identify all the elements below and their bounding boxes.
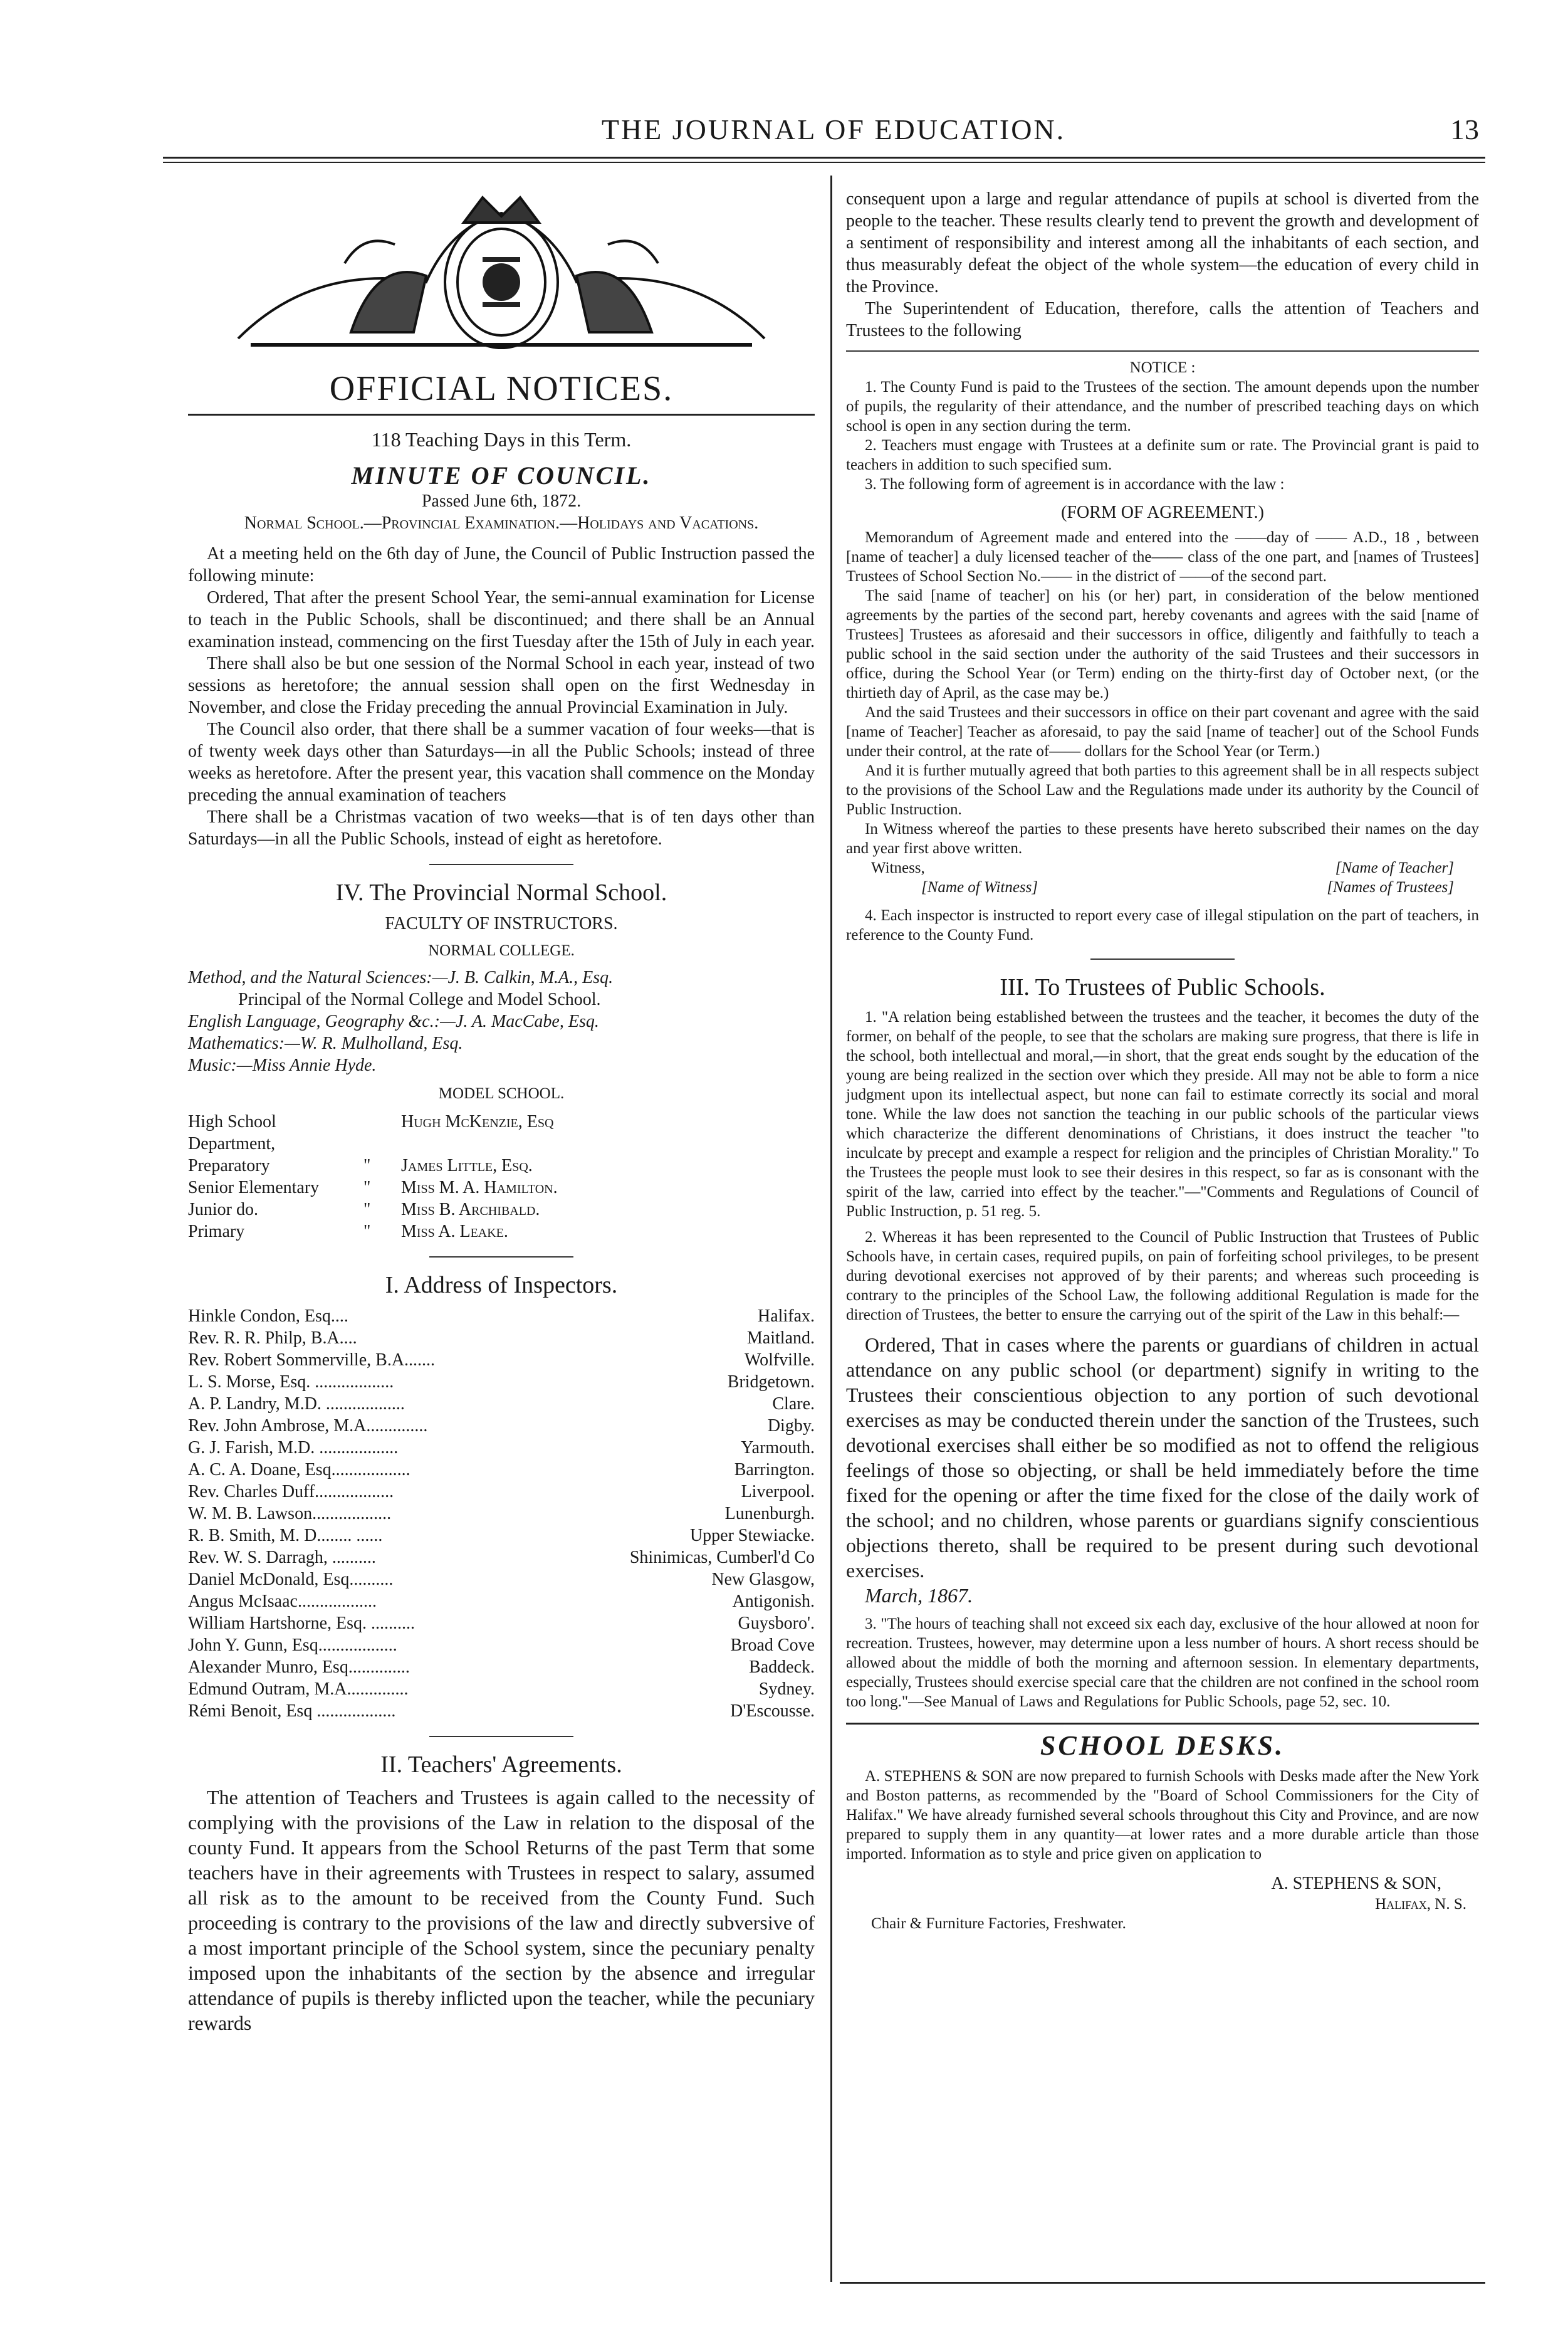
column-divider	[830, 176, 832, 2282]
notice-heading: NOTICE :	[1129, 359, 1196, 376]
teaching-days: 118 Teaching Days in this Term.	[371, 428, 632, 451]
form-paragraph: Memorandum of Agreement made and entered into the ——day of —— A.D., 18 , between [name of teacher] a duly licensed teacher of the—— class of the one part, and [names of Trustees] Trustees of School Section No.—— in the district of ——of the second part.	[846, 529, 1479, 585]
trustees-paragraph: 2. Whereas it has been represented to the Council of Public Instruction that Trustees of Public Schools have, in certain cases, required pupils, on pain of forfeiting school privileges, to be present during devotional exercises not approved of by their parents; and whereas such proceeding is contrary to the principles of the School Law, the following additional Regulation is made for the direction of Trustees, the better to ensure the carrying out of the spirit of the Law in this behalf:—	[846, 1229, 1479, 1323]
minute-passed-date: Passed June 6th, 1872.	[421, 491, 582, 511]
notice-rule	[846, 350, 1479, 352]
faculty-heading: FACULTY OF INSTRUCTORS.	[385, 914, 618, 933]
list-item: Rev. Charles Duff.................. Liverpool.	[188, 1482, 815, 1501]
agreements-heading: II. Teachers' Agreements.	[380, 1751, 622, 1778]
normal-college-heading: NORMAL COLLEGE.	[428, 942, 575, 959]
header-rule-thin	[163, 162, 1485, 163]
left-column	[188, 188, 815, 2035]
form-paragraph: The said [name of teacher] on his (or her) part, in consideration of the below mentioned agreements by the parties of the second part, hereby covenants and agrees with the said [name of Trustees] Trustees as aforesaid and their successors in office, diligently and faithfully to teach a public school in the said section under the authority of the said Trustees and their successors in office, during the School Year (or Term) ending on the thirty-first day of October next, (or the thirtieth day of April, as the case may be.)	[846, 587, 1479, 701]
staff-name: Miss A. Leake.	[401, 1222, 508, 1241]
page-number: 13	[1450, 113, 1479, 145]
crest-icon	[188, 188, 815, 357]
form-heading: (FORM OF AGREEMENT.)	[1061, 503, 1264, 522]
sig-witness: [Name of Witness]	[921, 879, 1038, 896]
desks-ad-text: A. STEPHENS & SON are now prepared to furnish Schools with Desks made after the New York and Boston patterns, as recommended by the "Board of School Commissioners for the City of Halifax." We have already furnished several schools throughout this City and Province, and are now prepared to supply them in any quantity—at lower rates and a more durable article than those imported. Information as to style and price given on application to	[846, 1768, 1479, 1862]
header-rule	[163, 157, 1485, 159]
staff-mark: "	[363, 1222, 371, 1241]
section-divider	[429, 864, 573, 865]
list-item: A. C. A. Doane, Esq.................. Barrington.	[188, 1460, 815, 1479]
minute-paragraph: There shall also be but one session of the Normal School in each year, instead of two sessions as heretofore; the annual session shall open on the first Wednesday in November, and close the Friday preceding the annual Provincial Examination in July.	[188, 654, 815, 717]
desks-footer: Chair & Furniture Factories, Freshwater.	[871, 1915, 1126, 1932]
official-notices-title: OFFICIAL NOTICES.	[188, 369, 815, 416]
right-column	[846, 188, 1479, 1933]
college-line: English Language, Geography &c.:—J. A. MacCabe, Esq.	[188, 1012, 599, 1031]
minute-title: MINUTE OF COUNCIL.	[351, 461, 652, 490]
minute-paragraph: The Council also order, that there shall be a summer vacation of four weeks—that is of twenty week days other than Saturdays—in all the Public Schools; instead of three weeks as heretofore. After the present year, this vacation shall commence on the Monday preceding the annual examination of teachers	[188, 720, 815, 805]
notice-item: 1. The County Fund is paid to the Trustees of the section. The amount depends upon the number of pupils, the regularity of their attendance, and the number of prescribed teaching days on which school is open in any section during the term.	[846, 379, 1479, 434]
staff-dept: Preparatory	[188, 1156, 270, 1175]
notice-item: 2. Teachers must engage with Trustees at a definite sum or rate. The Provincial grant is paid to teachers in addition to such specified sum.	[846, 437, 1479, 473]
desks-signature: A. STEPHENS & SON,	[1271, 1874, 1441, 1893]
list-item: Hinkle Condon, Esq.... Halifax.	[188, 1306, 815, 1326]
sig-trustees: [Names of Trustees]	[1327, 879, 1454, 896]
sig-teacher: [Name of Teacher]	[1335, 859, 1454, 876]
list-item: Rev. John Ambrose, M.A.............. Digby.	[188, 1416, 815, 1436]
minute-subject: Normal School.—Provincial Examination.—Holidays and Vacations.	[244, 513, 759, 533]
list-item: William Hartshorne, Esq. .......... Guysboro'.	[188, 1614, 815, 1633]
notice-item: 4. Each inspector is instructed to report every case of illegal stipulation on the part of teachers, in reference to the County Fund.	[846, 907, 1479, 943]
page-header	[188, 113, 1479, 150]
staff-row	[188, 1199, 815, 1221]
staff-mark: "	[363, 1200, 371, 1219]
staff-mark	[363, 1111, 401, 1155]
list-item: R. B. Smith, M. D........ ...... Upper Stewiacke.	[188, 1526, 815, 1545]
inspectors-list	[188, 1305, 815, 1722]
inspectors-heading: I. Address of Inspectors.	[385, 1272, 618, 1298]
notice-item: 3. The following form of agreement is in accordance with the law :	[865, 476, 1285, 493]
list-item: G. J. Farish, M.D. .................. Yarmouth.	[188, 1438, 815, 1457]
minute-paragraph: Ordered, That after the present School Year, the semi-annual examination for License to teach in the Public Schools, shall be discontinued; and there shall be an Annual examination instead, commencing on the first Tuesday after the 15th of July in each year.	[188, 588, 815, 651]
list-item: Daniel McDonald, Esq.......... New Glasgow,	[188, 1570, 815, 1589]
college-line: Principal of the Normal College and Model School.	[238, 990, 601, 1009]
staff-dept: Junior do.	[188, 1200, 258, 1219]
section-divider	[429, 1256, 573, 1258]
staff-dept: Primary	[188, 1222, 245, 1241]
staff-mark: "	[363, 1156, 371, 1175]
section-divider	[1090, 958, 1235, 960]
trustees-heading: III. To Trustees of Public Schools.	[1000, 974, 1325, 1000]
list-item: Alexander Munro, Esq.............. Baddeck.	[188, 1657, 815, 1677]
staff-name: James Little, Esq.	[401, 1156, 533, 1175]
list-item: Rev. W. S. Darragh, .......... Shinimicas, Cumberl'd Co	[188, 1548, 815, 1567]
staff-row	[188, 1221, 815, 1242]
staff-row	[188, 1155, 815, 1177]
list-item: Rémi Benoit, Esq .................. D'Escousse.	[188, 1701, 815, 1721]
list-item: W. M. B. Lawson.................. Lunenburgh.	[188, 1504, 815, 1523]
section-divider	[429, 1736, 573, 1737]
staff-row	[188, 1111, 815, 1155]
list-item: Rev. R. R. Philp, B.A.... Maitland.	[188, 1328, 815, 1348]
royal-crest-image	[188, 188, 815, 357]
trustees-paragraph: 3. "The hours of teaching shall not exceed six each day, exclusive of the hour allowed at noon for recreation. Trustees, however, may determine upon a less number of hours. A short recess should be allowed about the middle of both the morning and afternoon session. In elementary departments, especially, Trustees should exercise special care that the children are not confined in the school room too long."—See Manual of Laws and Regulations for Public Schools, page 52, sec. 10.	[846, 1615, 1479, 1710]
staff-name: Miss M. A. Hamilton.	[401, 1178, 558, 1197]
list-item: A. P. Landry, M.D. .................. Clare.	[188, 1394, 815, 1414]
ordered-text: Ordered, That in cases where the parents or guardians of children in actual attendance on any public school (or department) signify in writing to the Trustees their conscientious objection to any portion of such devotional exercises as may be conducted therein under the sanction of the Trustees, such devotional exercises shall either be so modified as not to offend the religious feelings of those so objecting, or shall be held immediately before the time fixed for the opening or after the time fixed for the close of the daily work of the school; and no children, whose parents or guardians signify conscientious objections thereto, shall be required to be present during such devotional exercises.	[846, 1333, 1479, 1582]
agreements-text: The attention of Teachers and Trustees is again called to the necessity of complying with the provisions of the Law in relation to the disposal of the county Fund. It appears from the School Returns of the past Term that some teachers have in their agreements with Trustees in respect to salary, assumed all risk as to the amount to be received from the County Fund. Such proceeding is contrary to the provisions of the law and directly subversive of a most important principle of the School system, since the pecuniary penalty imposed upon the inhabitants of the section by the absence and irregular attendance of pupils is thereby inflicted upon the teacher, while the pecuniary rewards	[188, 1786, 815, 2034]
minute-paragraph: At a meeting held on the 6th day of June, the Council of Public Instruction passed the following minute:	[188, 544, 815, 586]
list-item: John Y. Gunn, Esq.................. Broad Cove	[188, 1636, 815, 1655]
bottom-rule	[840, 2282, 1485, 2284]
staff-mark: "	[363, 1178, 371, 1197]
staff-row	[188, 1177, 815, 1199]
list-item: Rev. Robert Sommerville, B.A....... Wolfville.	[188, 1350, 815, 1370]
desks-location: Halifax, N. S.	[1375, 1896, 1466, 1913]
signature-row	[846, 878, 1479, 897]
call-text: The Superintendent of Education, therefore, calls the attention of Teachers and Trustees to the following	[846, 299, 1479, 340]
college-line: Method, and the Natural Sciences:—J. B. Calkin, M.A., Esq.	[188, 968, 614, 987]
college-line: Mathematics:—W. R. Mulholland, Esq.	[188, 1034, 463, 1053]
model-school-heading: MODEL SCHOOL.	[438, 1085, 565, 1102]
staff-dept: High School Department,	[188, 1112, 276, 1153]
form-paragraph: In Witness whereof the parties to these presents have hereto subscribed their names on the day and year first above written.	[846, 821, 1479, 857]
signature-row	[846, 858, 1479, 878]
college-line: Music:—Miss Annie Hyde.	[188, 1056, 377, 1075]
list-item: Angus McIsaac.................. Antigonish.	[188, 1592, 815, 1611]
staff-dept: Senior Elementary	[188, 1178, 320, 1197]
normal-school-heading: IV. The Provincial Normal School.	[335, 880, 667, 906]
march-date: March, 1867.	[865, 1584, 973, 1607]
journal-title: THE JOURNAL OF EDUCATION.	[601, 113, 1066, 145]
trustees-paragraph: 1. "A relation being established between the trustees and the teacher, it becomes the duty of the former, on behalf of the people, to see that the scholars are making sure progress, that there is life in the school, both intellectual and moral,—in short, that the great ends sought by the education of the young are being realized in the section over which they preside. All may not be able to form a nice judgment upon its intellectual aspect, but none can fail to estimate correctly its social and moral tone. While the law does not sanction the teaching in our public schools of the particular views which characterize the different denominations of Christians, it does instruct the teacher "to inculcate by precept and example a respect for religion and the principles of Christian Morality." To the Trustees the people must look to see their desires in this respect, so far as is consonant with the spirit of the law, carried into effect by the teacher."—"Comments and Regulations of Council of Public Instruction, p. 51 reg. 5.	[846, 1009, 1479, 1220]
witness-label: Witness,	[871, 859, 925, 876]
school-desks-heading: SCHOOL DESKS.	[1040, 1730, 1285, 1761]
ad-rule	[846, 1723, 1479, 1725]
list-item: Edmund Outram, M.A.............. Sydney.	[188, 1679, 815, 1699]
form-paragraph: And the said Trustees and their successors in office on their part covenant and agree with the said [name of Teacher] Teacher as aforesaid, to pay the said [name of teacher] out of the School Funds under their control, at the rate of—— dollars for the School Year (or Term.)	[846, 704, 1479, 760]
staff-name: Miss B. Archibald.	[401, 1200, 540, 1219]
continuation-text: consequent upon a large and regular attendance of pupils at school is diverted from the people to the teacher. These results clearly tend to prevent the growth and development of a sentiment of responsibility and interest among all the inhabitants of each section, and thus measurably defeat the object of the whole system—the education of every child in the Province.	[846, 189, 1479, 297]
staff-name: Hugh McKenzie, Esq	[401, 1112, 554, 1132]
list-item: L. S. Morse, Esq. .................. Bridgetown.	[188, 1372, 815, 1392]
minute-paragraph: There shall be a Christmas vacation of two weeks—that is of ten days other than Saturdays—in all the Public Schools, instead of eight as heretofore.	[188, 807, 815, 849]
form-paragraph: And it is further mutually agreed that both parties to this agreement shall be in all respects subject to the provisions of the School Law and the Regulations made under its authority by the Council of Public Instruction.	[846, 762, 1479, 818]
